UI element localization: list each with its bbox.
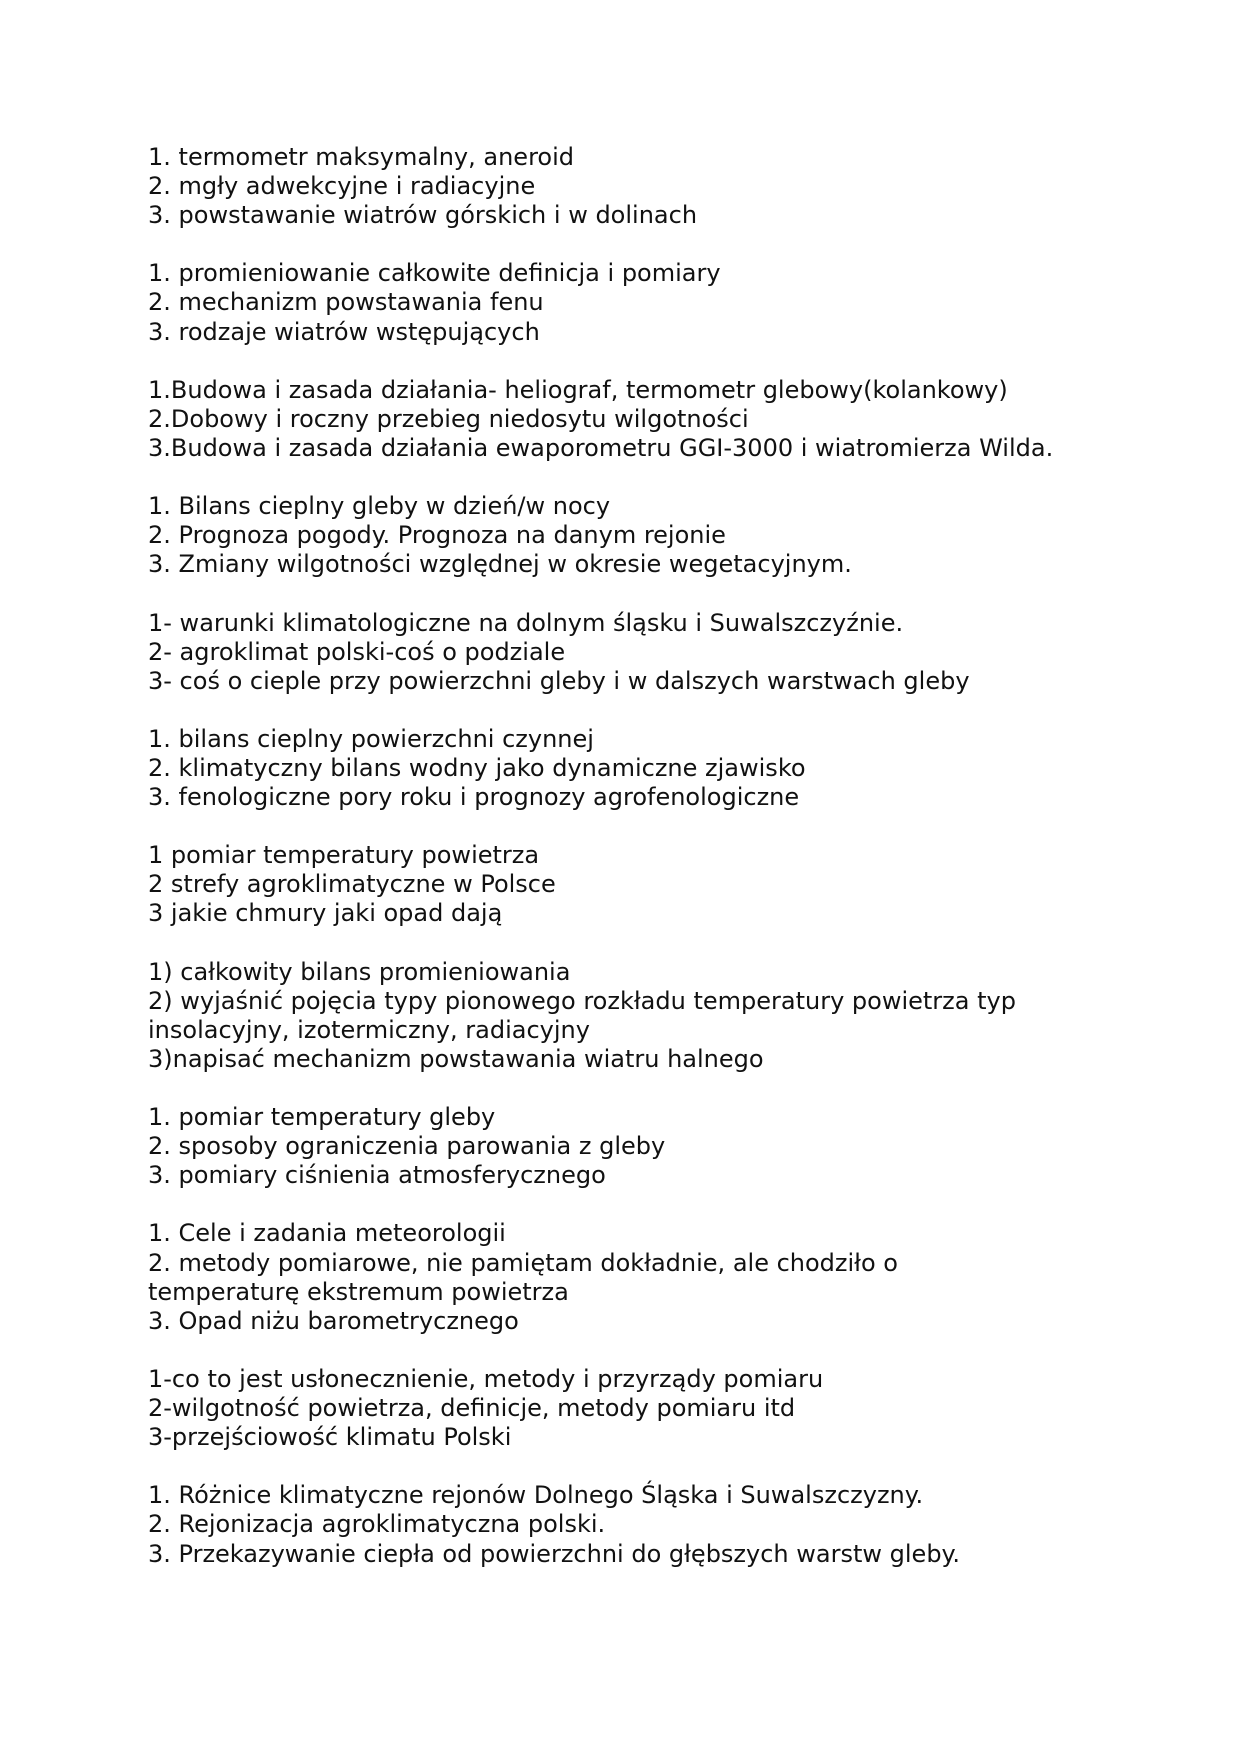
question-line: 2-wilgotność powietrza, definicje, metody pomiaru itd [148, 1394, 796, 1423]
question-line: 3.Budowa i zasada działania ewaporometru GGI-3000 i wiatromierza Wilda. [148, 433, 1054, 462]
question-line: 1. termometr maksymalny, aneroid [148, 143, 574, 171]
question-line: 2.Dobowy i roczny przebieg niedosytu wilgotności [148, 404, 749, 433]
question-set [148, 1365, 1148, 1452]
question-line: 3. rodzaje wiatrów wstępujących [148, 317, 540, 346]
question-set [148, 841, 1148, 928]
question-line: 2. sposoby ograniczenia parowania z gleby [148, 1132, 666, 1161]
question-set [148, 609, 1148, 696]
question-line: 1. bilans cieplny powierzchni czynnej [148, 724, 594, 753]
question-set [148, 725, 1148, 812]
question-set [148, 492, 1148, 579]
question-line: 2. Prognoza pogody. Prognoza na danym rejonie [148, 521, 726, 550]
question-line: 1- warunki klimatologiczne na dolnym śląsku i Suwalszczyźnie. [148, 608, 904, 637]
question-line: 3 jakie chmury jaki opad dają [148, 899, 503, 928]
question-line: 3. Opad niżu barometrycznego [148, 1306, 519, 1335]
question-line: 3-przejściowość klimatu Polski [148, 1423, 512, 1452]
question-line: 3. fenologiczne pory roku i prognozy agrofenologiczne [148, 783, 800, 812]
question-line: 3. powstawanie wiatrów górskich i w dolinach [148, 201, 698, 230]
question-set [148, 376, 1148, 463]
question-line: 2. Rejonizacja agroklimatyczna polski. [148, 1510, 606, 1539]
question-set [148, 143, 1148, 230]
question-line: 2. klimatyczny bilans wodny jako dynamiczne zjawisko [148, 753, 806, 782]
question-line: 1 pomiar temperatury powietrza [148, 841, 540, 870]
question-line: 3. Przekazywanie ciepła od powierzchni do głębszych warstw gleby. [148, 1539, 960, 1568]
question-line: insolacyjny, izotermiczny, radiacyjny [148, 1015, 590, 1044]
question-line: temperaturę ekstremum powietrza [148, 1277, 569, 1306]
question-line: 2. mgły adwekcyjne i radiacyjne [148, 172, 536, 201]
question-line: 3)napisać mechanizm powstawania wiatru halnego [148, 1044, 764, 1073]
question-line: 3. pomiary ciśnienia atmosferycznego [148, 1161, 606, 1190]
question-line: 2. mechanizm powstawania fenu [148, 288, 544, 317]
question-line: 1. promieniowanie całkowite definicja i pomiary [148, 259, 721, 288]
question-set [148, 1219, 1148, 1335]
question-set [148, 1481, 1148, 1568]
question-line: 2 strefy agroklimatyczne w Polsce [148, 870, 556, 899]
question-set [148, 1103, 1148, 1190]
question-set [148, 958, 1148, 1074]
question-line: 3. Zmiany wilgotności względnej w okresie wegetacyjnym. [148, 550, 852, 579]
question-line: 2) wyjaśnić pojęcia typy pionowego rozkładu temperatury powietrza typ [148, 986, 1016, 1015]
question-set [148, 259, 1148, 346]
question-line: 1-co to jest usłonecznienie, metody i przyrządy pomiaru [148, 1364, 824, 1393]
question-line: 1. pomiar temperatury gleby [148, 1103, 496, 1132]
question-line: 1.Budowa i zasada działania- heliograf, termometr glebowy(kolankowy) [148, 375, 1008, 404]
question-line: 1. Różnice klimatyczne rejonów Dolnego Śląska i Suwalszczyzny. [148, 1481, 924, 1510]
question-list [148, 143, 1148, 1598]
question-line: 1) całkowity bilans promieniowania [148, 957, 571, 986]
question-line: 1. Bilans cieplny gleby w dzień/w nocy [148, 492, 611, 521]
question-line: 2- agroklimat polski-coś o podziale [148, 637, 566, 666]
question-line: 1. Cele i zadania meteorologii [148, 1219, 506, 1248]
question-line: 2. metody pomiarowe, nie pamiętam dokładnie, ale chodziło o [148, 1248, 898, 1277]
question-line: 3- coś o cieple przy powierzchni gleby i w dalszych warstwach gleby [148, 666, 970, 695]
